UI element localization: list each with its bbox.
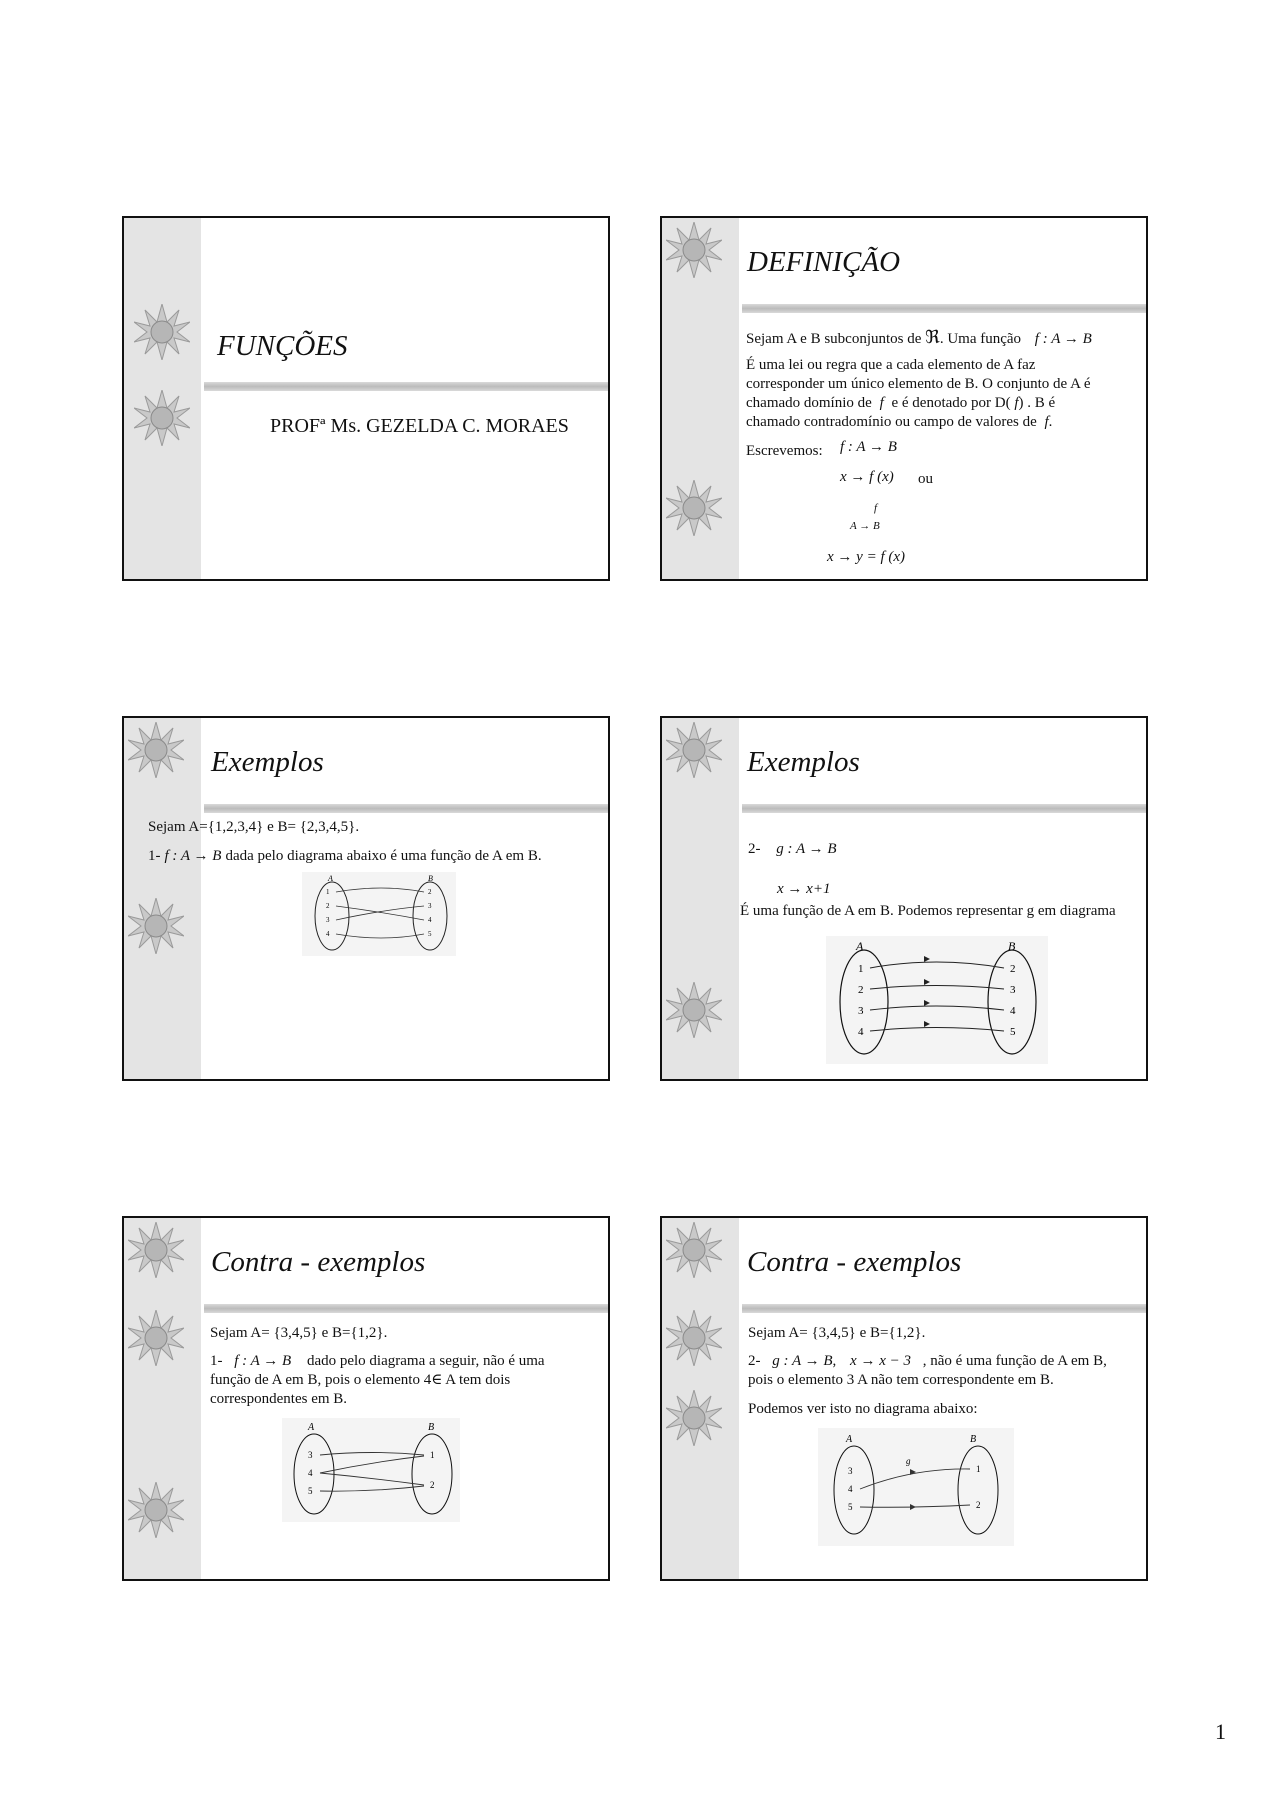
- element-a: 1: [858, 963, 864, 975]
- definition-line-5: chamado contradomínio ou campo de valores de f.: [746, 414, 1053, 430]
- mapping-arrow: [336, 888, 424, 892]
- arrow-head: [924, 1000, 930, 1006]
- slide-title: DEFINIÇÃO: [747, 246, 901, 278]
- set-a-label: A: [846, 1434, 853, 1445]
- diagram-svg: [282, 1418, 460, 1522]
- sun-icon: [134, 390, 190, 446]
- counter-line-1: 2- g : A → B, x → x − 3 , não é uma função de A em B,: [748, 1353, 1107, 1369]
- escrevemos-label: Escrevemos:: [746, 443, 823, 459]
- element-b: 2: [430, 1480, 435, 1490]
- title-underline: [204, 804, 608, 813]
- element-b: 1: [430, 1450, 435, 1460]
- counter-line-2: função de A em B, pois o elemento 4∈ A tem dois: [210, 1372, 511, 1388]
- element-b: 2: [976, 1500, 981, 1510]
- element-a: 1: [326, 888, 330, 896]
- page-number: 1: [1215, 1719, 1226, 1744]
- sun-icon: [666, 222, 722, 278]
- element-a: 4: [858, 1026, 864, 1038]
- arrow-head: [924, 1021, 930, 1027]
- definition-line-3: corresponder um único elemento de B. O conjunto de A é: [746, 376, 1091, 392]
- element-b: 5: [1010, 1026, 1016, 1038]
- sun-icon: [128, 898, 184, 954]
- counter-sets: Sejam A= {3,4,5} e B={1,2}.: [748, 1325, 926, 1341]
- set-a-oval: [834, 1446, 874, 1534]
- element-a: 2: [858, 984, 864, 996]
- slide-5: [122, 1216, 610, 1581]
- element-a: 5: [308, 1486, 313, 1496]
- sun-icon: [666, 1390, 722, 1446]
- set-b-oval: [412, 1434, 452, 1514]
- slide-title: Contra - exemplos: [747, 1246, 962, 1278]
- element-a: 3: [858, 1005, 864, 1017]
- formula-2: x → f (x): [840, 469, 894, 485]
- element-a: 4: [326, 930, 330, 938]
- set-b-label: B: [970, 1434, 977, 1445]
- element-b: 2: [1010, 963, 1016, 975]
- mapping-arrow: [870, 986, 1004, 990]
- arrow-head: [924, 956, 930, 962]
- element-a: 2: [326, 902, 330, 910]
- function-diagram: [282, 1418, 460, 1522]
- set-a-oval: [315, 882, 349, 950]
- slide-title: Exemplos: [211, 746, 324, 778]
- title-underline: [204, 1304, 608, 1313]
- mapping-arrow: [870, 962, 1004, 968]
- formula-1: f : A → B: [840, 439, 897, 455]
- sun-icon: [666, 722, 722, 778]
- set-b-oval: [958, 1446, 998, 1534]
- slide-3: [122, 716, 610, 1081]
- element-b: 4: [428, 916, 432, 924]
- sun-icon: [666, 982, 722, 1038]
- set-b-label: B: [1008, 939, 1016, 953]
- slide-2: [660, 216, 1148, 581]
- function-diagram: [302, 872, 456, 956]
- definition-line-2: É uma lei ou regra que a cada elemento de A faz: [746, 357, 1036, 373]
- title-underline: [742, 1304, 1146, 1313]
- mapping-arrow: [336, 934, 424, 938]
- element-b: 3: [428, 902, 432, 910]
- sun-icon: [134, 304, 190, 360]
- element-a: 3: [308, 1450, 313, 1460]
- counter-line-3: correspondentes em B.: [210, 1391, 348, 1407]
- element-a: 4: [308, 1468, 313, 1478]
- element-a: 3: [848, 1466, 853, 1476]
- formula-4: x → y = f (x): [827, 549, 906, 565]
- element-a: 4: [848, 1484, 853, 1494]
- mapping-arrow: [870, 1006, 1004, 1010]
- mapping-arrow: [320, 1473, 424, 1485]
- slide-4: [660, 716, 1148, 1081]
- sun-icon: [128, 1310, 184, 1366]
- mapping-arrow: [320, 1456, 424, 1473]
- counter-line-2: pois o elemento 3 A não tem correspondente em B.: [748, 1372, 1054, 1388]
- set-b-label: B: [428, 1422, 435, 1433]
- slide-title: Exemplos: [747, 746, 860, 778]
- element-b: 1: [976, 1464, 981, 1474]
- element-b: 4: [1010, 1005, 1016, 1017]
- slide-6: [660, 1216, 1148, 1581]
- sun-icon: [666, 1310, 722, 1366]
- element-a: 5: [848, 1502, 853, 1512]
- mapping-arrow: [870, 1028, 1004, 1032]
- counter-line-1: 1- f : A → B dado pelo diagrama a seguir, não é uma: [210, 1353, 545, 1369]
- arrow-head: [910, 1504, 916, 1510]
- diagram-svg: [302, 872, 456, 956]
- author: PROFª Ms. GEZELDA C. MORAES: [270, 415, 569, 437]
- slide-1: [122, 216, 610, 581]
- definition-line-1: Sejam A e B subconjuntos de ℜ. Uma função f : A → B: [746, 327, 1092, 348]
- slide-title: FUNÇÕES: [217, 330, 348, 362]
- mapping-arrow: [320, 1486, 424, 1491]
- set-a-label: A: [328, 874, 333, 883]
- example-line: 1- f : A → B dada pelo diagrama abaixo é uma função de A em B.: [148, 848, 542, 864]
- element-b: 5: [428, 930, 432, 938]
- diagram-svg: [818, 1428, 1014, 1546]
- example-line-1: 2- g : A → B: [748, 841, 837, 857]
- diagram-svg: [826, 936, 1048, 1064]
- set-a-oval: [840, 950, 888, 1054]
- arrow-label: g: [906, 1456, 911, 1466]
- element-b: 3: [1010, 984, 1016, 996]
- sun-icon: [666, 480, 722, 536]
- title-underline: [742, 804, 1146, 813]
- sun-icon: [128, 722, 184, 778]
- formula-3-bottom: A → B: [850, 520, 880, 532]
- title-underline: [742, 304, 1146, 313]
- counter-line-3: Podemos ver isto no diagrama abaixo:: [748, 1401, 978, 1417]
- function-diagram: [826, 936, 1048, 1064]
- arrow-head: [924, 979, 930, 985]
- formula-3-top: f: [874, 502, 878, 514]
- set-a-label: A: [856, 939, 864, 953]
- example-line-2: x → x+1: [777, 881, 831, 897]
- slide-title: Contra - exemplos: [211, 1246, 426, 1278]
- sun-icon: [128, 1222, 184, 1278]
- set-a-label: A: [308, 1422, 315, 1433]
- definition-line-4: chamado domínio de f e é denotado por D( f) . B é: [746, 395, 1056, 411]
- element-b: 2: [428, 888, 432, 896]
- sun-icon: [128, 1482, 184, 1538]
- example-line-3: É uma função de A em B. Podemos representar g em diagrama: [740, 903, 1116, 919]
- counter-sets: Sejam A= {3,4,5} e B={1,2}.: [210, 1325, 388, 1341]
- element-a: 3: [326, 916, 330, 924]
- mapping-arrow: [320, 1453, 424, 1456]
- ou-label: ou: [918, 471, 933, 487]
- function-diagram: [818, 1428, 1014, 1546]
- title-underline: [204, 382, 608, 391]
- example-sets: Sejam A={1,2,3,4} e B= {2,3,4,5}.: [148, 819, 360, 835]
- set-b-label: B: [428, 874, 433, 883]
- sun-icon: [666, 1222, 722, 1278]
